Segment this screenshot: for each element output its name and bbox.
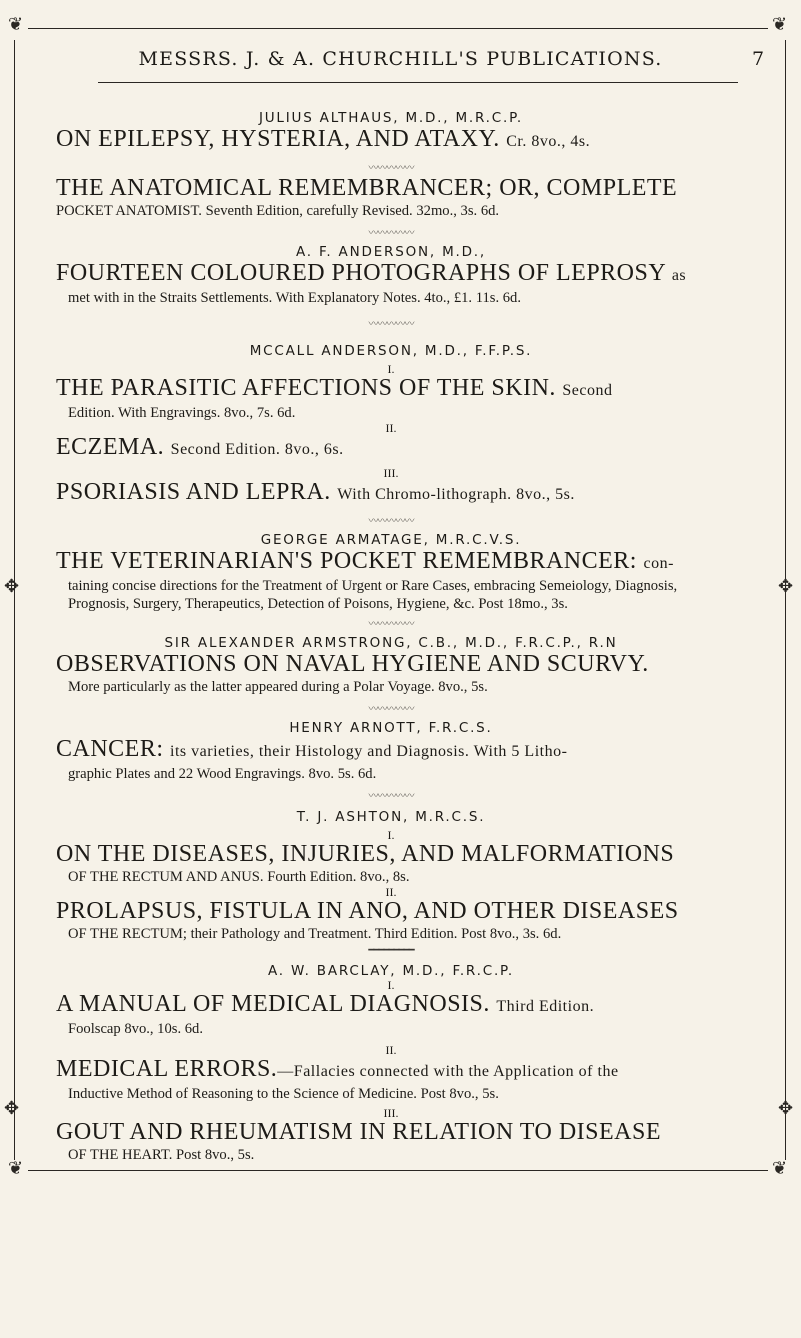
right-border xyxy=(785,40,786,1160)
book-description: taining concise directions for the Treatment of Urgent or Rare Cases, embracing Semeiology, Diagnosis, Prognosis, Surgery, Therapeutics, Detection of Poisons, Hygiene, &c. Post 18mo., 3s. xyxy=(68,578,678,612)
volume-numeral: II. xyxy=(385,885,397,899)
entry-ashton xyxy=(56,809,726,943)
book-description: OF THE RECTUM; their Pathology and Treatment. Third Edition. Post 8vo., 3s. 6d. xyxy=(68,926,562,942)
volume-numeral: II. xyxy=(385,1043,397,1057)
volume-numeral: III. xyxy=(383,466,399,480)
top-border xyxy=(28,28,768,29)
volume-numeral: I. xyxy=(387,828,395,842)
entry-arnott xyxy=(56,720,726,783)
book-title: ECZEMA. Second Edition. 8vo., 6s. xyxy=(56,434,344,460)
book-description: Foolscap 8vo., 10s. 6d. xyxy=(68,1021,203,1037)
corner-ornament-icon: ❦ xyxy=(772,14,788,35)
author: T. J. ASHTON, M.R.C.S. xyxy=(296,809,486,825)
corner-ornament-icon: ❦ xyxy=(772,1158,788,1179)
side-ornament-icon: ✥ xyxy=(4,1098,20,1119)
author: GEORGE ARMATAGE, M.R.C.V.S. xyxy=(260,532,522,548)
book-description: OF THE HEART. Post 8vo., 5s. xyxy=(68,1147,255,1163)
book-title: A MANUAL OF MEDICAL DIAGNOSIS. Third Edition. xyxy=(56,991,595,1017)
entry-barclay xyxy=(56,963,726,1164)
book-title: GOUT AND RHEUMATISM IN RELATION TO DISEASE xyxy=(56,1119,662,1145)
catalogue xyxy=(56,110,726,1164)
entry-mccall-anderson xyxy=(56,343,726,508)
book-title: THE ANATOMICAL REMEMBRANCER; OR, COMPLETE xyxy=(56,175,678,201)
book-title: MEDICAL ERRORS.—Fallacies connected with the Application of the xyxy=(56,1056,619,1082)
entry-anatomical-remembrancer xyxy=(56,175,726,220)
entry-anderson-af xyxy=(56,244,726,307)
volume-numeral: III. xyxy=(383,1106,399,1120)
divider: 〰〰〰〰〰 xyxy=(368,228,414,239)
volume-numeral: II. xyxy=(385,421,397,435)
divider: 〰〰〰〰〰 xyxy=(368,791,414,802)
volume-numeral: I. xyxy=(387,978,395,992)
book-description: Inductive Method of Reasoning to the Science of Medicine. Post 8vo., 5s. xyxy=(68,1086,499,1102)
book-description: OF THE RECTUM AND ANUS. Fourth Edition. 8vo., 8s. xyxy=(68,869,410,885)
entry-armatage xyxy=(56,532,726,613)
book-title: CANCER: its varieties, their Histology and Diagnosis. With 5 Litho- xyxy=(56,736,568,762)
left-border xyxy=(14,40,15,1160)
author: JULIUS ALTHAUS, M.D., M.R.C.P. xyxy=(258,110,524,126)
author: A. W. BARCLAY, M.D., F.R.C.P. xyxy=(268,963,514,979)
bottom-border xyxy=(28,1170,768,1171)
divider: 〰〰〰〰〰 xyxy=(368,516,414,527)
side-ornament-icon: ✥ xyxy=(4,576,20,597)
book-description: More particularly as the latter appeared during a Polar Voyage. 8vo., 5s. xyxy=(68,679,488,695)
book-description: graphic Plates and 22 Wood Engravings. 8vo. 5s. 6d. xyxy=(68,766,377,782)
divider: 〰〰〰〰〰 xyxy=(368,163,414,174)
author: MCCALL ANDERSON, M.D., F.F.P.S. xyxy=(249,343,533,359)
author: HENRY ARNOTT, F.R.C.S. xyxy=(289,720,493,736)
book-title: FOURTEEN COLOURED PHOTOGRAPHS OF LEPROSY as xyxy=(56,260,687,286)
side-ornament-icon: ✥ xyxy=(778,576,794,597)
book-title: THE PARASITIC AFFECTIONS OF THE SKIN. Second xyxy=(56,375,613,401)
page-header: MESSRS. J. & A. CHURCHILL'S PUBLICATIONS. xyxy=(138,48,663,70)
corner-ornament-icon: ❦ xyxy=(8,1158,24,1179)
page-number: 7 xyxy=(752,48,765,70)
book-title: ON EPILEPSY, HYSTERIA, AND ATAXY. Cr. 8vo., 4s. xyxy=(56,126,591,152)
book-description: Edition. With Engravings. 8vo., 7s. 6d. xyxy=(68,405,296,421)
book-title: ON THE DISEASES, INJURIES, AND MALFORMATIONS xyxy=(56,841,675,867)
author: SIR ALEXANDER ARMSTRONG, C.B., M.D., F.R.C.P., R.N xyxy=(164,635,618,651)
divider: 〰〰〰〰〰 xyxy=(368,319,414,330)
book-title: PSORIASIS AND LEPRA. With Chromo-lithograph. 8vo., 5s. xyxy=(56,479,575,505)
entry-armstrong xyxy=(56,635,726,696)
book-description: met with in the Straits Settlements. With Explanatory Notes. 4to., £1. 11s. 6d. xyxy=(68,290,521,306)
book-description: POCKET ANATOMIST. Seventh Edition, carefully Revised. 32mo., 3s. 6d. xyxy=(56,203,500,219)
volume-numeral: I. xyxy=(387,362,395,376)
author: A. F. ANDERSON, M.D., xyxy=(296,244,486,260)
divider: 〰〰〰〰〰 xyxy=(368,619,414,630)
header-rule xyxy=(98,82,738,83)
side-ornament-icon: ✥ xyxy=(778,1098,794,1119)
entry-althaus xyxy=(56,110,726,155)
divider: ━━━━━━━━━ xyxy=(368,945,414,956)
divider: 〰〰〰〰〰 xyxy=(368,704,414,715)
corner-ornament-icon: ❦ xyxy=(8,14,24,35)
book-title: THE VETERINARIAN'S POCKET REMEMBRANCER: con- xyxy=(56,548,674,574)
book-title: PROLAPSUS, FISTULA IN ANO, AND OTHER DISEASES xyxy=(56,898,679,924)
book-title: OBSERVATIONS ON NAVAL HYGIENE AND SCURVY. xyxy=(56,651,649,677)
